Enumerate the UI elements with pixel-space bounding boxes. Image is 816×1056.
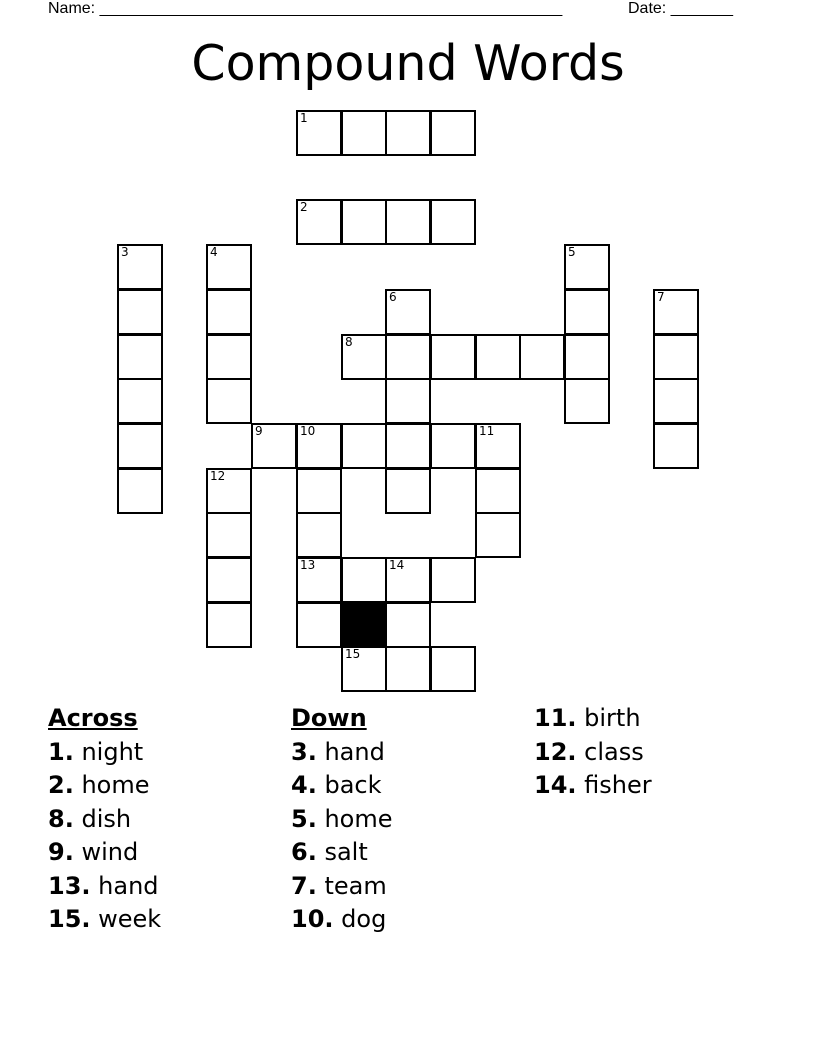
- clue-item-number: 11.: [534, 704, 577, 732]
- grid-cell[interactable]: [475, 468, 521, 514]
- grid-cell[interactable]: [341, 110, 387, 156]
- grid-cell[interactable]: [206, 557, 252, 603]
- grid-cell[interactable]: [519, 334, 565, 380]
- across-clue-list: [48, 736, 161, 937]
- grid-cell[interactable]: [117, 334, 163, 380]
- clue-column-down-continued: [534, 702, 652, 803]
- clue-item-text: home: [316, 804, 393, 833]
- clue-item-number: 7.: [291, 871, 317, 900]
- down-clue-list-continued: [534, 702, 652, 803]
- clue-item-text: night: [73, 737, 144, 766]
- clue-item: [534, 736, 652, 770]
- grid-cell[interactable]: [385, 334, 431, 380]
- clue-number: 10: [300, 424, 316, 438]
- grid-cell[interactable]: [206, 244, 252, 290]
- black-cell: [341, 602, 387, 648]
- clue-item-number: 13.: [48, 871, 91, 900]
- clue-item-number: 10.: [291, 905, 334, 933]
- grid-cell[interactable]: [296, 557, 342, 603]
- grid-cell[interactable]: [341, 334, 387, 380]
- clue-number: 1: [300, 111, 308, 125]
- clue-number: 12: [210, 469, 226, 483]
- clue-item-text: salt: [316, 838, 368, 866]
- clue-item-text: birth: [576, 704, 641, 732]
- clue-number: 9: [255, 424, 263, 438]
- grid-cell[interactable]: [653, 334, 699, 380]
- grid-cell[interactable]: [296, 110, 342, 156]
- grid-cell[interactable]: [385, 289, 431, 335]
- grid-cell[interactable]: [653, 378, 699, 424]
- clue-item: [291, 870, 393, 904]
- clue-item-text: team: [316, 871, 387, 900]
- grid-cell[interactable]: [206, 289, 252, 335]
- grid-cell[interactable]: [296, 423, 342, 469]
- grid-cell[interactable]: [385, 378, 431, 424]
- grid-cell[interactable]: [564, 378, 610, 424]
- grid-cell[interactable]: [430, 334, 476, 380]
- clue-item-number: 12.: [534, 737, 577, 766]
- clue-item-text: back: [316, 771, 382, 799]
- clue-number: 4: [210, 245, 218, 259]
- grid-cell[interactable]: [564, 244, 610, 290]
- grid-cell[interactable]: [341, 199, 387, 245]
- clue-item-text: hand: [90, 871, 159, 900]
- clue-item-number: 1.: [48, 737, 74, 766]
- clue-item-text: fisher: [576, 771, 652, 799]
- clue-item-text: dish: [73, 804, 132, 833]
- clue-item-text: dog: [333, 905, 387, 933]
- clue-item: [291, 903, 393, 937]
- clue-column-across: [48, 702, 161, 937]
- grid-cell[interactable]: [385, 110, 431, 156]
- grid-cell[interactable]: [341, 646, 387, 692]
- clue-item: [48, 903, 161, 937]
- grid-cell[interactable]: [206, 378, 252, 424]
- clue-item-number: 6.: [291, 838, 317, 866]
- grid-cell[interactable]: [430, 110, 476, 156]
- grid-cell[interactable]: [385, 423, 431, 469]
- grid-cell[interactable]: [475, 423, 521, 469]
- name-field-label[interactable]: Name: ____________________________________________________: [48, 0, 563, 17]
- grid-cell[interactable]: [117, 378, 163, 424]
- clue-item-text: week: [90, 905, 162, 933]
- grid-cell[interactable]: [117, 423, 163, 469]
- grid-cell[interactable]: [564, 289, 610, 335]
- grid-cell[interactable]: [117, 289, 163, 335]
- clue-number: 5: [568, 245, 576, 259]
- grid-cell[interactable]: [251, 423, 297, 469]
- grid-cell[interactable]: [206, 512, 252, 558]
- grid-cell[interactable]: [385, 602, 431, 648]
- clue-number: 15: [345, 647, 361, 661]
- grid-cell[interactable]: [430, 423, 476, 469]
- grid-cell[interactable]: [475, 512, 521, 558]
- clue-item-text: class: [576, 737, 644, 766]
- clue-number: 11: [479, 424, 495, 438]
- page-title: Compound Words: [191, 35, 625, 92]
- grid-cell[interactable]: [296, 602, 342, 648]
- clue-item: [291, 836, 393, 870]
- clue-item-number: 9.: [48, 838, 74, 866]
- clue-item: [534, 769, 652, 803]
- grid-cell[interactable]: [296, 199, 342, 245]
- grid-cell[interactable]: [117, 244, 163, 290]
- grid-cell[interactable]: [653, 289, 699, 335]
- grid-cell[interactable]: [117, 468, 163, 514]
- clue-item-number: 2.: [48, 771, 74, 799]
- grid-cell[interactable]: [385, 557, 431, 603]
- clue-item: [291, 769, 393, 803]
- clue-number: 3: [121, 245, 129, 259]
- clue-item: [48, 769, 161, 803]
- clue-number: 7: [657, 290, 665, 304]
- clue-item-text: home: [73, 771, 150, 799]
- grid-cell[interactable]: [385, 199, 431, 245]
- clue-item-text: hand: [316, 737, 385, 766]
- grid-cell[interactable]: [341, 423, 387, 469]
- clue-item-number: 14.: [534, 771, 577, 799]
- clue-item-number: 8.: [48, 804, 74, 833]
- grid-cell[interactable]: [206, 468, 252, 514]
- down-heading: Down: [291, 704, 367, 732]
- grid-cell[interactable]: [385, 468, 431, 514]
- clue-item: [291, 736, 393, 770]
- clue-item: [534, 702, 652, 736]
- clue-column-down: [291, 702, 393, 937]
- clue-item: [48, 803, 161, 837]
- grid-cell[interactable]: [206, 334, 252, 380]
- clue-number: 14: [389, 558, 405, 572]
- clue-item-number: 3.: [291, 737, 317, 766]
- clue-item: [48, 736, 161, 770]
- clue-number: 2: [300, 200, 308, 214]
- clue-number: 6: [389, 290, 397, 304]
- clue-item: [291, 803, 393, 837]
- clue-item: [48, 870, 161, 904]
- grid-cell[interactable]: [430, 199, 476, 245]
- grid-cell[interactable]: [296, 468, 342, 514]
- grid-cell[interactable]: [430, 646, 476, 692]
- clue-item-text: wind: [73, 838, 139, 866]
- grid-cell[interactable]: [296, 512, 342, 558]
- grid-cell[interactable]: [206, 602, 252, 648]
- grid-cell[interactable]: [341, 557, 387, 603]
- clue-item: [48, 836, 161, 870]
- grid-cell[interactable]: [385, 646, 431, 692]
- clue-item-number: 15.: [48, 905, 91, 933]
- grid-cell[interactable]: [475, 334, 521, 380]
- date-field-label[interactable]: Date: _______: [628, 0, 733, 17]
- across-heading: Across: [48, 704, 138, 732]
- grid-cell[interactable]: [430, 557, 476, 603]
- clue-item-number: 5.: [291, 804, 317, 833]
- clue-item-number: 4.: [291, 771, 317, 799]
- down-clue-list: [291, 736, 393, 937]
- grid-cell[interactable]: [564, 334, 610, 380]
- clue-number: 8: [345, 335, 353, 349]
- grid-cell[interactable]: [653, 423, 699, 469]
- clue-number: 13: [300, 558, 316, 572]
